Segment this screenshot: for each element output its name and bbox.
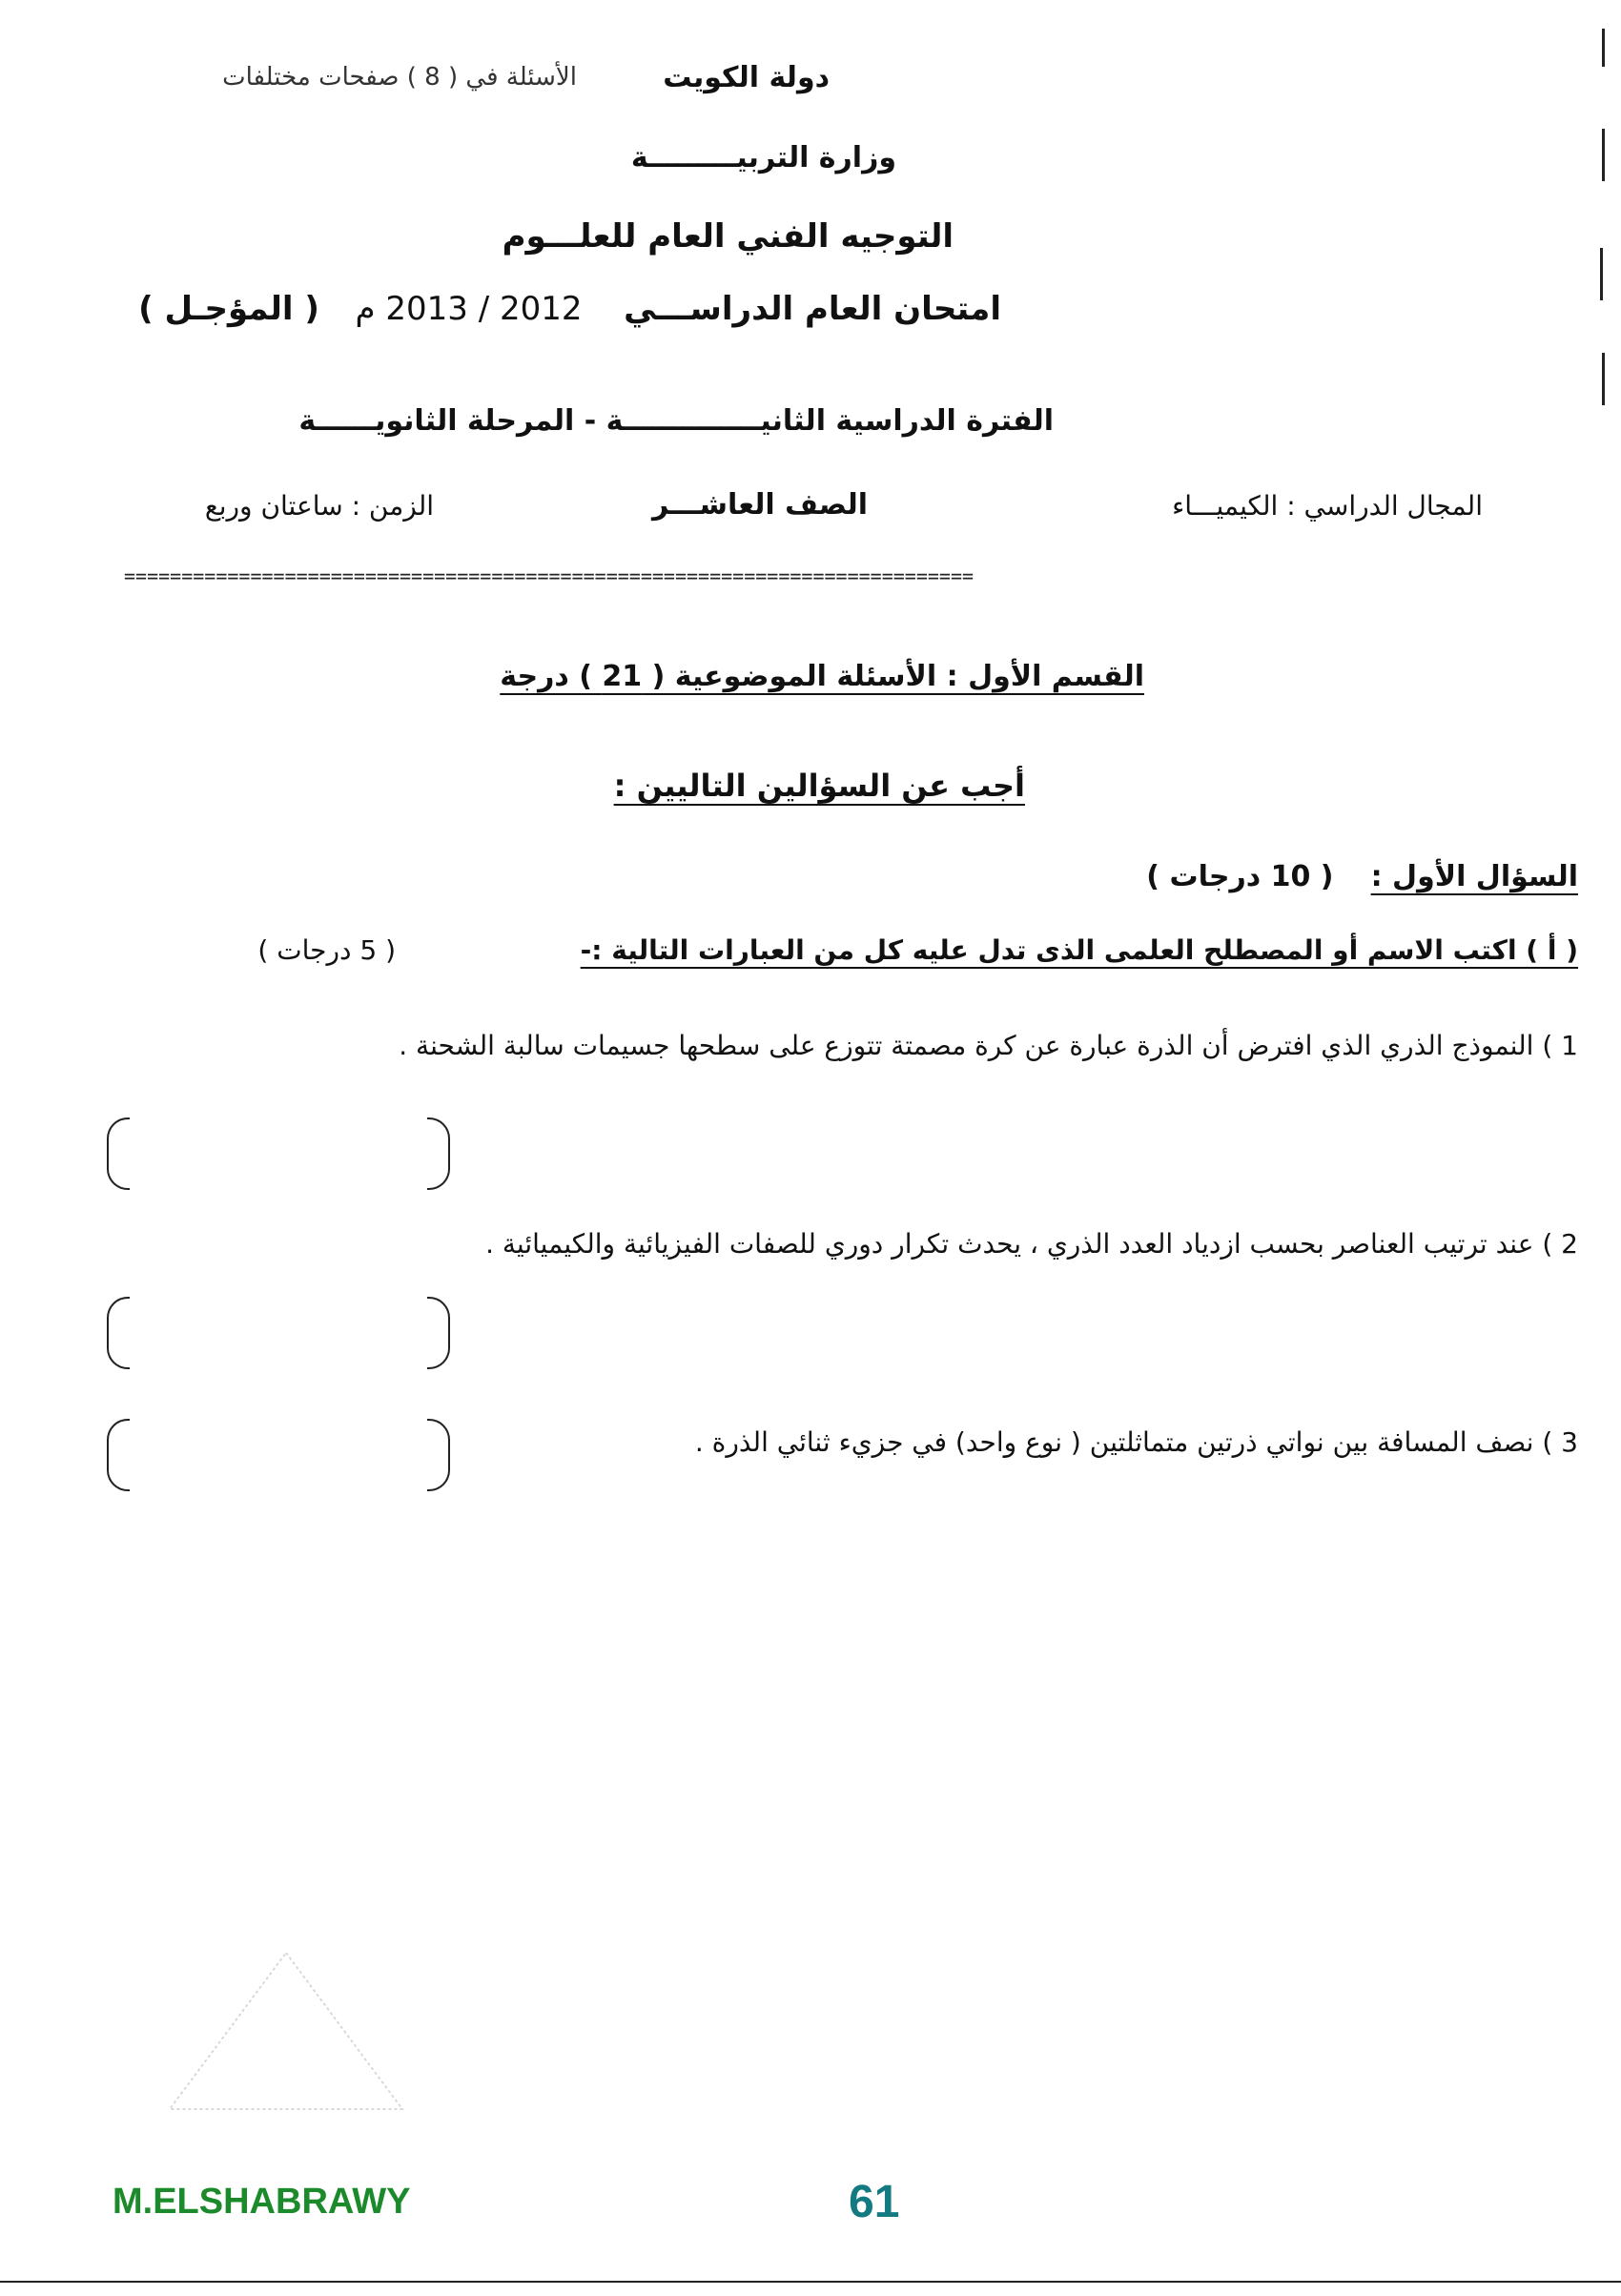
- question1-header: [1146, 860, 1578, 893]
- exam-title-line: [138, 290, 1001, 328]
- subject: المجال الدراسي : الكيميـــاء: [1172, 490, 1483, 522]
- exam-type: ( المؤجـل ): [138, 290, 319, 328]
- scan-mark: [1602, 29, 1605, 67]
- bracket-right: [427, 1419, 450, 1491]
- section-title: القسم الأول : الأسئلة الموضوعية ( 21 ) درجة: [500, 660, 1144, 693]
- item-text: نصف المسافة بين نواتي ذرتين متماثلتين ( نوع واحد) في جزيء ثنائي الذرة .: [694, 1426, 1534, 1458]
- answer-box-1[interactable]: [107, 1117, 450, 1190]
- answer-box-2[interactable]: [107, 1297, 450, 1369]
- duration: الزمن : ساعتان وربع: [204, 490, 434, 522]
- item-3: [695, 1426, 1578, 1458]
- answer-box-3[interactable]: [107, 1419, 450, 1491]
- page-number: 61: [849, 2177, 900, 2227]
- part-a-marks: ( 5 درجات ): [257, 934, 396, 966]
- item-number: 2 ): [1542, 1228, 1578, 1260]
- scan-mark: [1600, 248, 1603, 300]
- section-instruction: أجب عن السؤالين التاليين :: [613, 768, 1025, 804]
- header-directorate: التوجيه الفني العام للعلـــوم: [502, 217, 954, 256]
- item-number: 1 ): [1542, 1030, 1578, 1061]
- scan-mark: [1602, 129, 1605, 181]
- scan-mark: [1602, 353, 1605, 405]
- period-stage: الفترة الدراسية الثانيــــــــــــــة - المرحلة الثانويــــــة: [298, 404, 1054, 438]
- bracket-right: [427, 1117, 450, 1190]
- bracket-left: [107, 1297, 130, 1369]
- header-pages-note: الأسئلة في ( 8 ) صفحات مختلفات: [222, 63, 577, 92]
- footer-author: M.ELSHABRAWY: [113, 2182, 411, 2222]
- exam-years: 2012 / 2013 م: [355, 290, 583, 328]
- bracket-left: [107, 1117, 130, 1190]
- triangle-watermark: [162, 1945, 410, 2117]
- exam-title: امتحان العام الدراســـي: [624, 290, 1001, 328]
- footer-rule: [0, 2281, 1621, 2283]
- item-number: 3 ): [1542, 1426, 1578, 1458]
- header-ministry: وزارة التربيـــــــــة: [630, 141, 896, 174]
- item-text: النموذج الذري الذي افترض أن الذرة عبارة عن كرة مصمتة تتوزع على سطحها جسيمات سالبة الشحنة .: [399, 1030, 1534, 1061]
- bracket-left: [107, 1419, 130, 1491]
- part-a-instruction: ( أ ) اكتب الاسم أو المصطلح العلمى الذى تدل عليه كل من العبارات التالية :-: [580, 934, 1578, 966]
- header-separator: ==========================================================================: [124, 564, 975, 587]
- question1-label: السؤال الأول :: [1370, 860, 1578, 893]
- question1-marks: ( 10 درجات ): [1146, 860, 1334, 893]
- item-2: [485, 1228, 1578, 1260]
- grade: الصف العاشـــر: [652, 488, 868, 522]
- header-state: دولة الكويت: [663, 61, 830, 94]
- item-text: عند ترتيب العناصر بحسب ازدياد العدد الذري ، يحدث تكرار دوري للصفات الفيزيائية والكيميائية .: [485, 1228, 1534, 1260]
- item-1: [399, 1030, 1578, 1061]
- bracket-right: [427, 1297, 450, 1369]
